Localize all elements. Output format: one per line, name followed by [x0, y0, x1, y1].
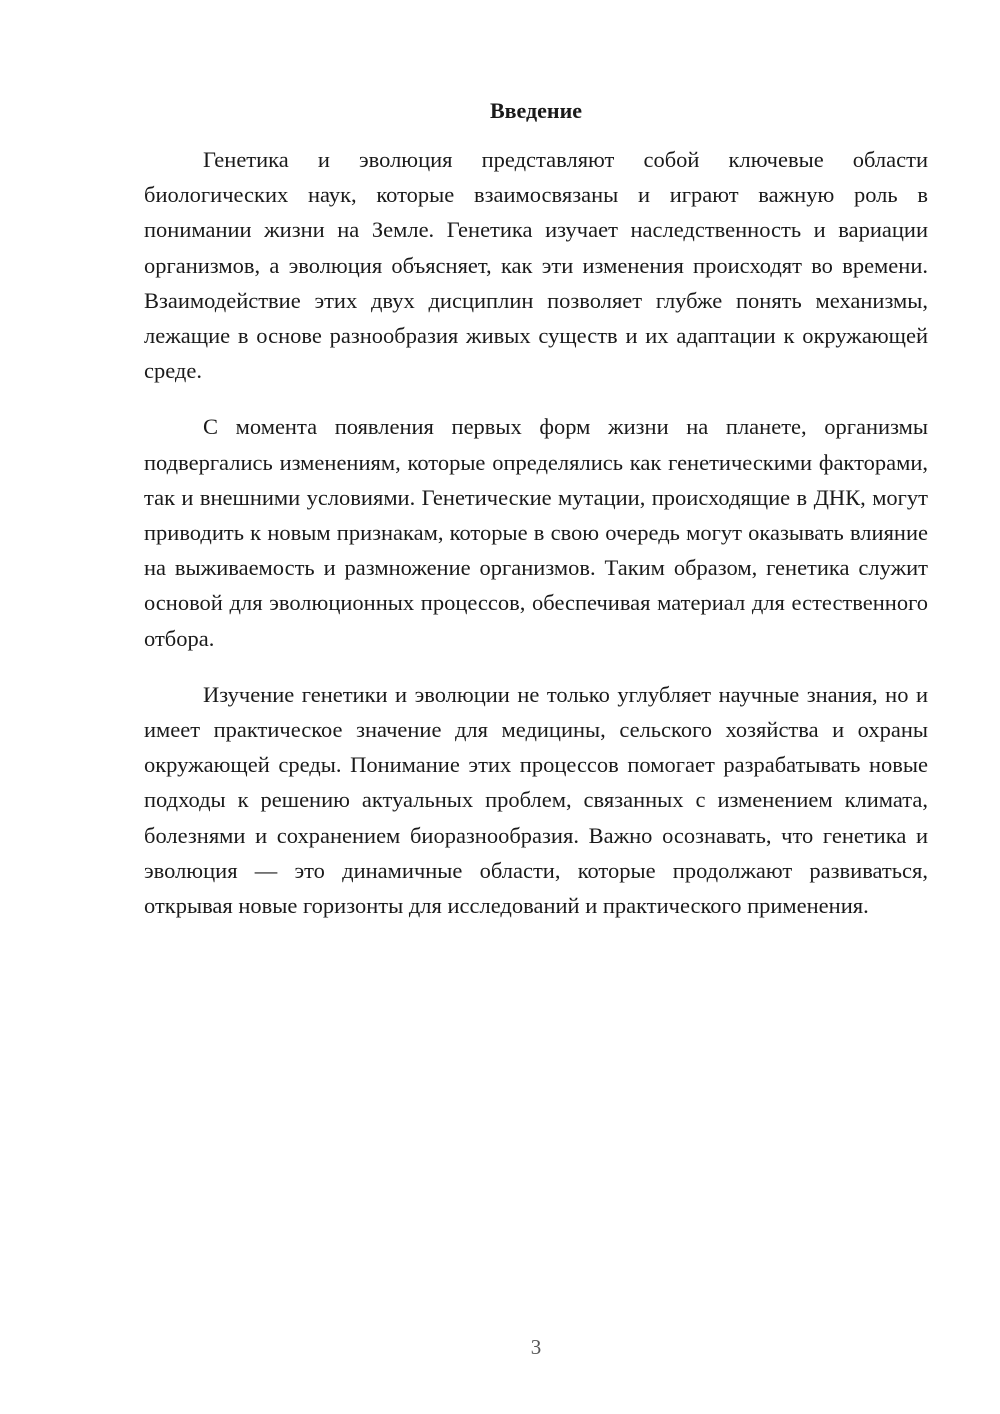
body-text: [144, 142, 928, 944]
paragraph-1: Генетика и эволюция представляют собой ключевые области биологических наук, которые взаимосвязаны и играют важную роль в понимании жизни на Земле. Генетика изучает наследственность и вариации организмов, а эволюция объясняет, как эти изменения происходят во времени. Взаимодействие этих двух дисциплин позволяет глубже понять механизмы, лежащие в основе разнообразия живых существ и их адаптации к окружающей среде.: [144, 147, 928, 384]
paragraph-2: С момента появления первых форм жизни на планете, организмы подвергались изменениям, которые определялись как генетическими факторами, так и внешними условиями. Генетические мутации, происходящие в ДНК, могут приводить к новым признакам, которые в свою очередь могут оказывать влияние на выживаемость и размножение организмов. Таким образом, генетика служит основой для эволюционных процессов, обеспечивая материал для естественного отбора.: [144, 414, 928, 651]
section-title: Введение: [489, 98, 583, 123]
page-number: 3: [530, 1335, 542, 1359]
paragraph-3: Изучение генетики и эволюции не только углубляет научные знания, но и имеет практическое значение для медицины, сельского хозяйства и охраны окружающей среды. Понимание этих процессов помогает разрабатывать новые подходы к решению актуальных проблем, связанных с изменением климата, болезнями и сохранением биоразнообразия. Важно осознавать, что генетика и эволюция — это динамичные области, которые продолжают развиваться, открывая новые горизонты для исследований и практического применения.: [144, 681, 928, 919]
